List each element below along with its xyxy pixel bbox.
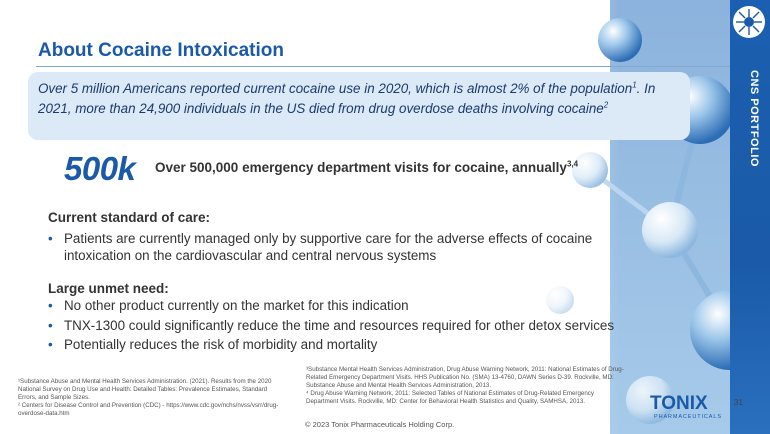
big-stat-value: 500k [64,150,136,187]
footnotes-right: ³Substance Mental Health Services Administration, Drug Abuse Warning Network, 2011: National Estimates of Drug- Related Emergency Department Visits. HHS Publication No. (SMA) 13-4760, DAWN Series D-39. Rockville, MD: Substance Abuse and Mental Health Services Administration, 2013. ⁴ Drug Abuse Warning Network, 2011: Selected Tables of National Estimates of Drug-Related Emergency Department Visits. Rockville, MD: Center for Behavioral Health Statistics and Quality, SAMHSA, 2013. [306,366,624,405]
list-item-continuation: intoxication on the cardiovascular and central nervous systems [64,248,437,263]
callout-text: Over 5 million Americans reported current cocaine use in 2020, which is almost 2% of the population$^1$. In 2021, more than 24,900 individuals in the US died from drug overdose deaths involving cocaine$^2$ [38,80,656,116]
list-item: • Patients are currently managed only by supportive care for the adverse effects of cocaine [48,231,593,246]
list-item: • No other product currently on the market for this indication [48,298,409,313]
svg-text:TONIX: TONIX [650,393,708,414]
title-divider [36,66,730,67]
footnotes-left: ¹Substance Abuse and Mental Health Services Administration. (2021). Results from the 2020 National Survey on Drug Use and Health: Detailed Tables: Prevalence Estimates, Standard Errors, and Sample Sizes. ² Centers for Disease Control and Prevention (CDC) - https://www.cdc.gov/nchs/nvss/vsrr/drug- overdose-data.htm [18,378,279,417]
page-title: About Cocaine Intoxication [38,40,284,61]
tonix-logo [648,390,724,420]
standard-of-care-heading: Current standard of care: [48,210,211,225]
list-item: • TNX-1300 could significantly reduce the time and resources required for other detox services [48,318,615,333]
copyright: © 2023 Tonix Pharmaceuticals Holding Corp. [305,420,455,429]
unmet-need-heading: Large unmet need: [48,281,169,296]
neuron-icon [731,4,767,40]
svg-text:PHARMACEUTICALS: PHARMACEUTICALS [654,414,722,420]
side-label: CNS PORTFOLIO [748,70,760,167]
page-number: 31 [734,398,743,407]
stat-description: Over 500,000 emergency department visits for cocaine, annually$^{3,4}$ [155,159,579,175]
list-item: • Potentially reduces the risk of morbidity and mortality [48,337,378,352]
